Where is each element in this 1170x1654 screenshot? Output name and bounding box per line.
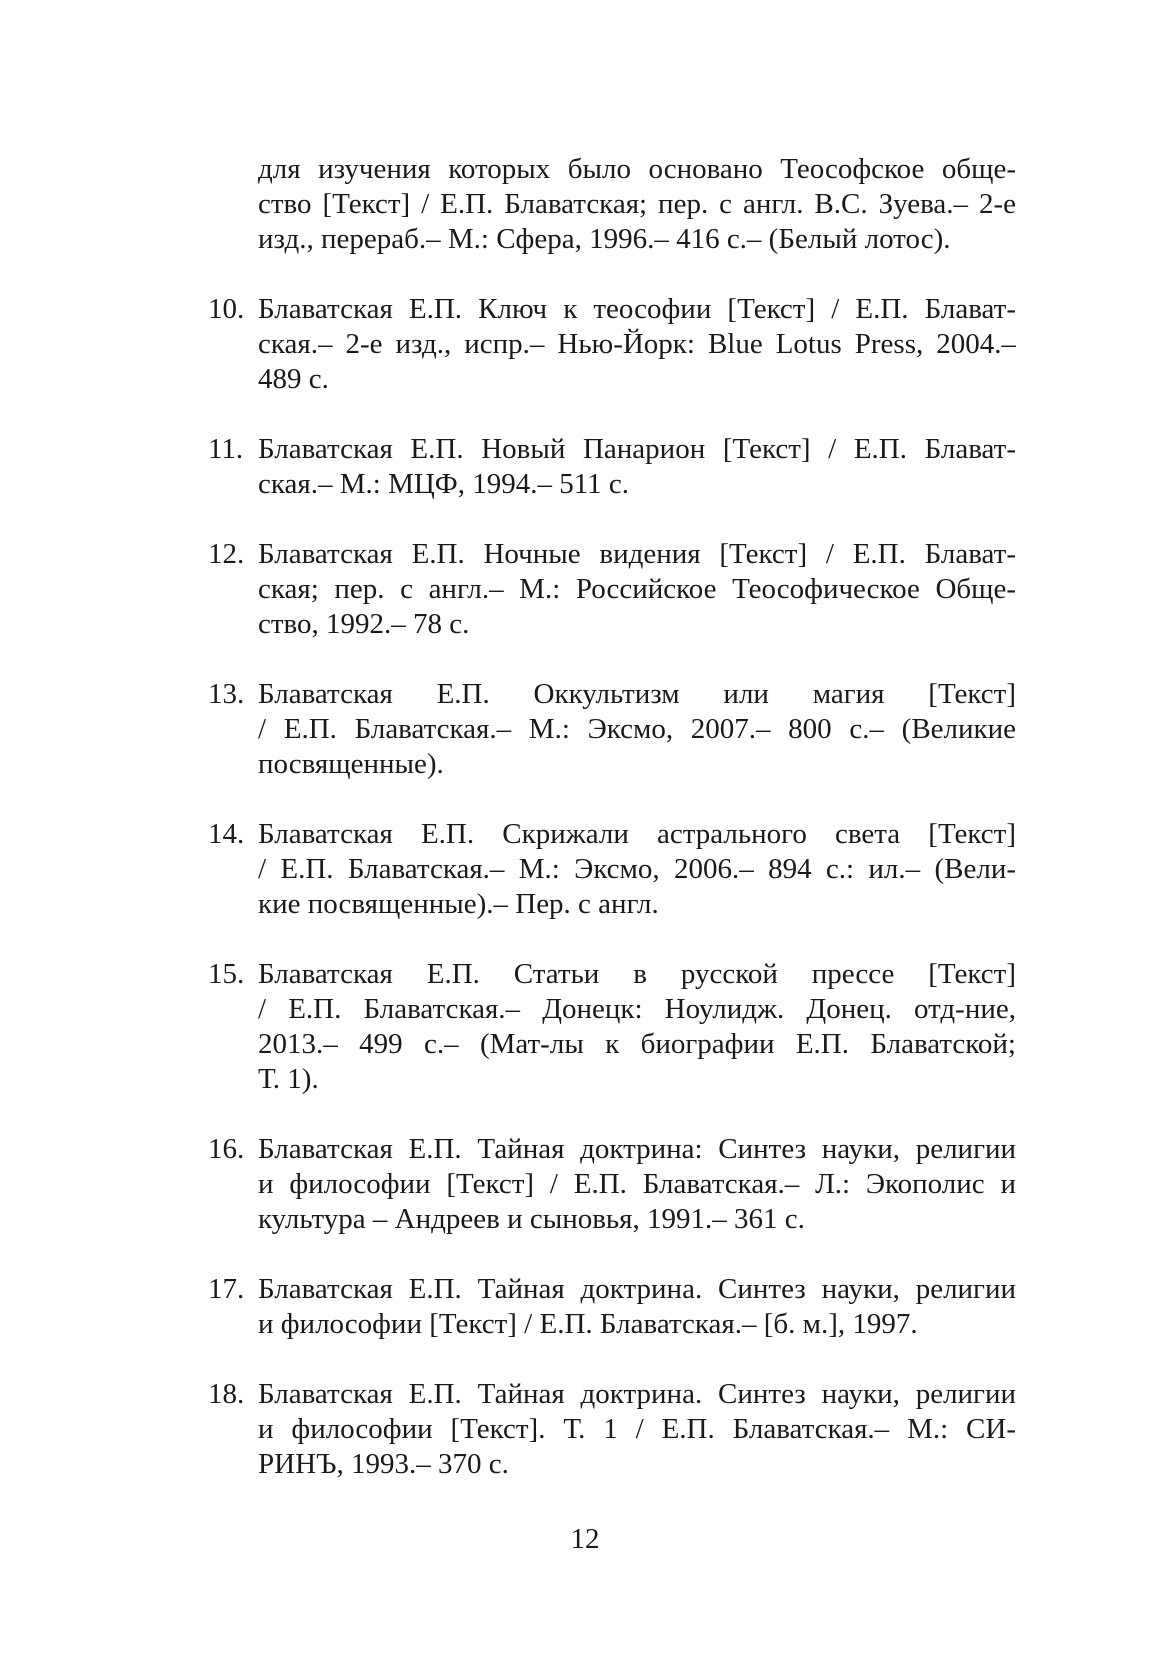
text-line: ство, 1992.– 78 с. [258, 608, 470, 640]
entry-text: Блаватская Е.П. Тайная доктрина. Синтез науки, религии [258, 1378, 1016, 1410]
text-line: ская.– 2-е изд., испр.– Нью-Йорк: Blue Lotus Press, 2004.– [258, 328, 1016, 360]
entry-text: Блаватская Е.П. Скрижали астрального света [Текст] [258, 818, 1016, 850]
text-line: посвященные). [258, 748, 444, 780]
entry-number: 10. [208, 293, 245, 325]
entry-number: 12. [208, 538, 245, 570]
text-line: ство [Текст] / Е.П. Блаватская; пер. с англ. В.С. Зуева.– 2-е [258, 188, 1016, 220]
text-line [208, 537, 1016, 572]
bibliography-entry [208, 957, 1016, 1097]
entry-text: Блаватская Е.П. Тайная доктрина: Синтез науки, религии [258, 1133, 1016, 1165]
entry-text: Блаватская Е.П. Ночные видения [Текст] / Е.П. Блават- [258, 538, 1016, 570]
entry-text: Блаватская Е.П. Тайная доктрина. Синтез науки, религии [258, 1273, 1016, 1305]
text-line: 489 с. [258, 363, 329, 395]
bibliography-entry [208, 817, 1016, 922]
text-line [208, 957, 1016, 992]
entry-text: Блаватская Е.П. Ключ к теософии [Текст] / Е.П. Блават- [258, 293, 1016, 325]
text-line [208, 1377, 1016, 1412]
entry-text: Блаватская Е.П. Оккультизм или магия [Текст] [258, 678, 1016, 710]
bibliography-entry [208, 1132, 1016, 1237]
bibliography-entry [208, 432, 1016, 502]
text-line: РИНЪ, 1993.– 370 с. [258, 1448, 509, 1480]
bibliography-entry [208, 677, 1016, 782]
text-line: ская; пер. с англ.– М.: Российское Теософическое Обще- [258, 573, 1016, 605]
entry-number: 13. [208, 678, 245, 710]
text-line: / Е.П. Блаватская.– Донецк: Ноулидж. Донец. отд-ние, [258, 993, 1016, 1025]
continued-entry [208, 152, 1016, 257]
text-line: / Е.П. Блаватская.– М.: Эксмо, 2007.– 800 с.– (Великие [258, 713, 1016, 745]
text-line [208, 432, 1016, 467]
bibliography-list [208, 152, 1016, 1482]
bibliography-entry [208, 537, 1016, 642]
entry-number: 14. [208, 818, 245, 850]
text-line [208, 817, 1016, 852]
text-line: / Е.П. Блаватская.– М.: Эксмо, 2006.– 894 с.: ил.– (Вели- [258, 853, 1016, 885]
text-line: 2013.– 499 с.– (Мат-лы к биографии Е.П. Блаватской; [258, 1028, 1016, 1060]
entry-text: Блаватская Е.П. Статьи в русской прессе [Текст] [258, 958, 1016, 990]
entry-number: 15. [208, 958, 245, 990]
text-line [208, 1132, 1016, 1167]
text-line: культура – Андреев и сыновья, 1991.– 361 с. [258, 1203, 805, 1235]
text-line [208, 1272, 1016, 1307]
entry-number: 16. [208, 1133, 245, 1165]
entry-number: 11. [208, 433, 244, 465]
entry-number: 18. [208, 1378, 245, 1410]
text-line [208, 677, 1016, 712]
text-line: и философии [Текст] / Е.П. Блаватская.– Л.: Экополис и [258, 1168, 1016, 1200]
page-number: 12 [570, 1523, 600, 1555]
bibliography-entry [208, 292, 1016, 397]
text-line: Т. 1). [258, 1063, 319, 1095]
entry-text: Блаватская Е.П. Новый Панарион [Текст] / Е.П. Блават- [258, 433, 1016, 465]
text-line: и философии [Текст]. Т. 1 / Е.П. Блаватская.– М.: СИ- [258, 1413, 1016, 1445]
text-line: ская.– М.: МЦФ, 1994.– 511 с. [258, 468, 630, 500]
bibliography-entry [208, 1377, 1016, 1482]
text-line [208, 292, 1016, 327]
text-line: изд., перераб.– М.: Сфера, 1996.– 416 с.– (Белый лотос). [258, 223, 951, 255]
text-line: для изучения которых было основано Теософское обще- [258, 153, 1016, 185]
entry-number: 17. [208, 1273, 245, 1305]
text-line: и философии [Текст] / Е.П. Блаватская.– [б. м.], 1997. [258, 1308, 918, 1340]
text-line: кие посвященные).– Пер. с англ. [258, 888, 659, 920]
bibliography-entry [208, 1272, 1016, 1342]
